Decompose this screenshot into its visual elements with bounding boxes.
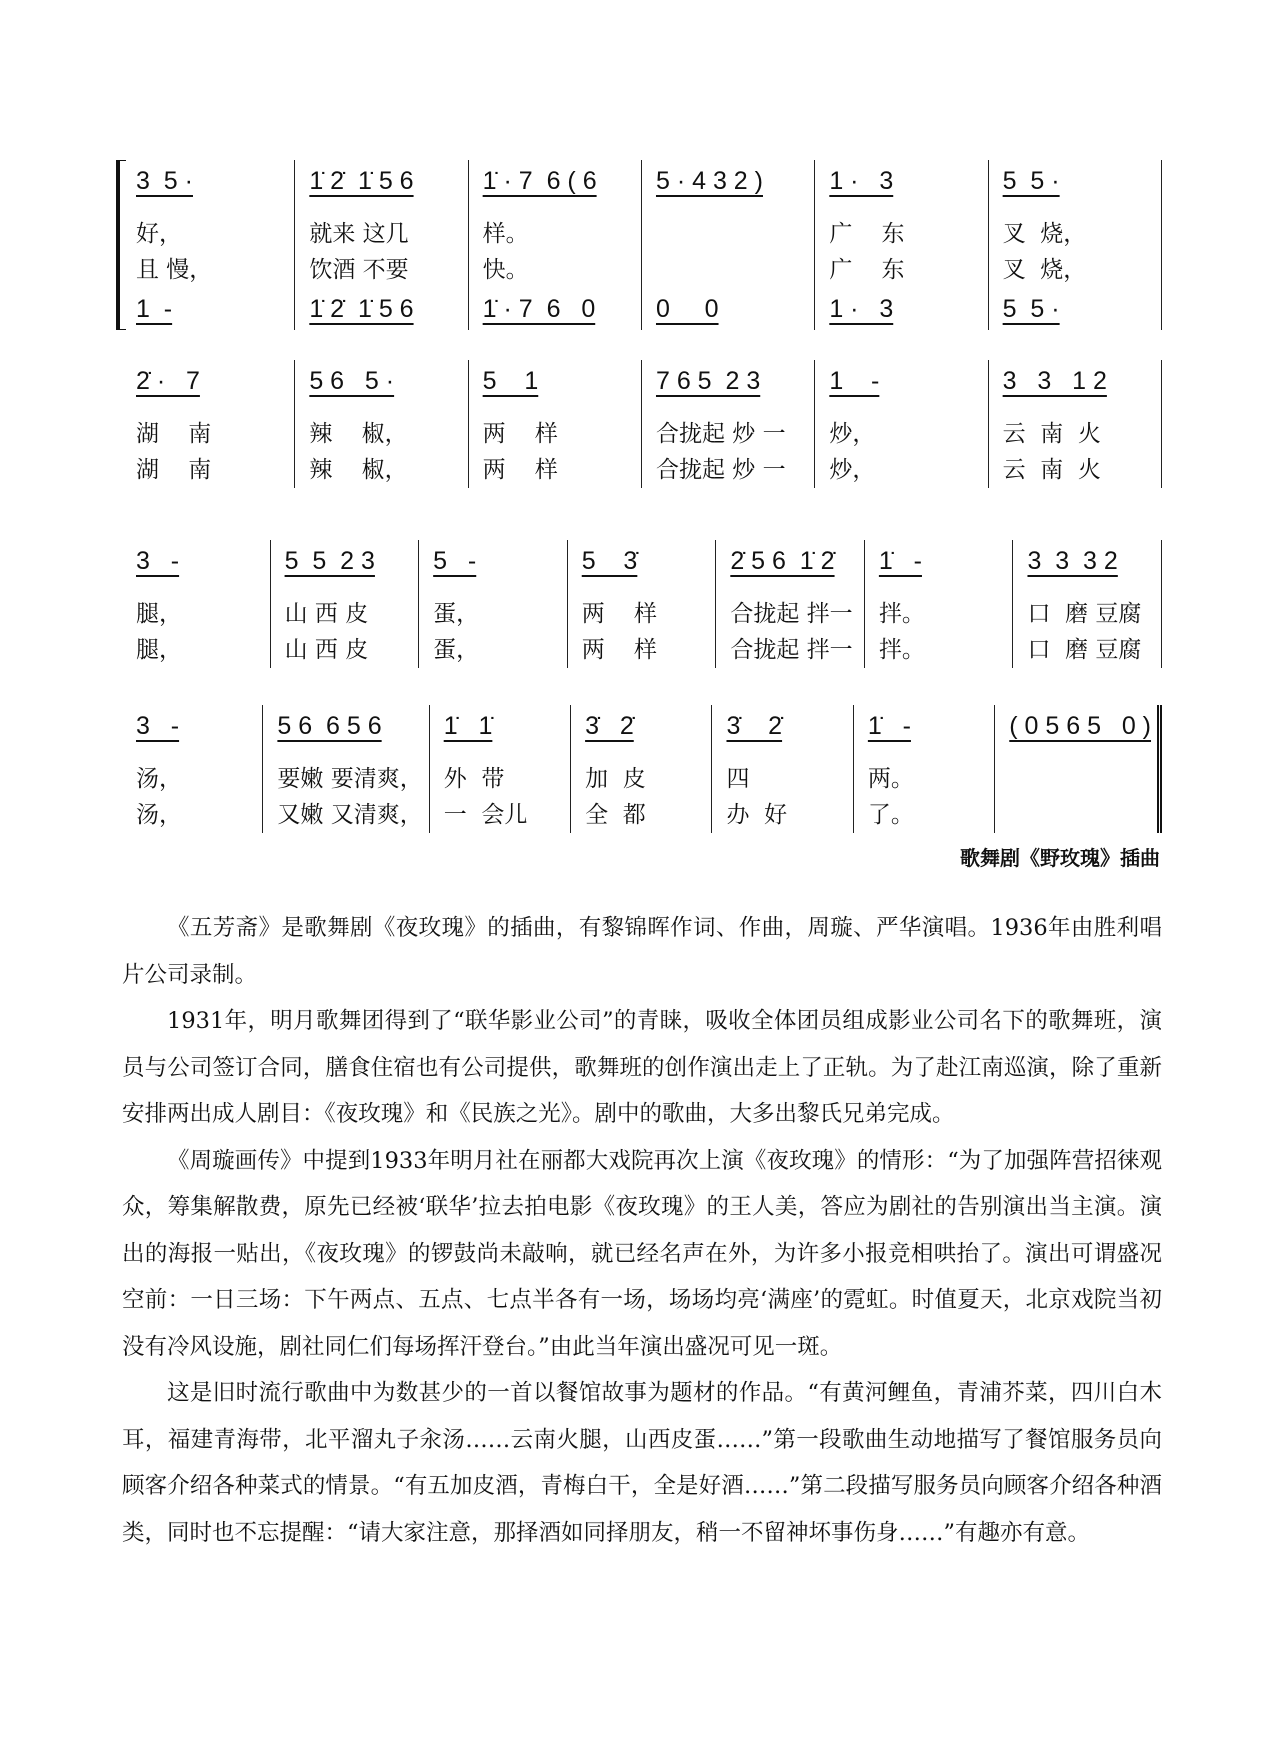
lyrics-line-1: 山 西 皮 [284, 601, 369, 627]
measure [1013, 540, 1162, 668]
lower-voice-notes: 1̇ 2̇ 1̇ 5 6 [309, 295, 414, 323]
lower-voice-notes: 1̇ · 7 6 0 [482, 295, 596, 323]
lyrics-line-1: 炒， [829, 421, 876, 447]
lyrics-line-2: 辣 椒， [309, 457, 408, 483]
lyrics-line-1: 加 皮 [585, 766, 646, 792]
lyrics-line-2: 办 好 [726, 802, 788, 828]
notes: 1 · 3 [829, 167, 894, 195]
measure [989, 360, 1162, 488]
notes: 3 - [136, 712, 180, 740]
lyrics-line-1: 拌。 [878, 601, 925, 627]
lyrics-line-1: 合拢起 拌一 [730, 601, 853, 627]
measure [122, 540, 271, 668]
notes: 5 5 · [1002, 167, 1060, 195]
measure [815, 360, 988, 488]
paragraph: 《周璇画传》中提到1933年明月社在丽都大戏院再次上演《夜玫瑰》的情形：“为了加强阵营招徕观众，筹集解散费，原先已经被‘联华’拉去拍电影《夜玫瑰》的王人美，答应为剧社的告别演出当主演。演出的海报一贴出，《夜玫瑰》的锣鼓尚未敲响，就已经名声在外，为许多小报竞相哄抬了。演出可谓盛况空前：一日三场：下午两点、五点、七点半各有一场，场场均亮‘满座’的霓虹。时值夏天，北京戏院当初没有冷风设施，剧社同仁们每场挥汗登台。”由此当年演出盛况可见一斑。 [122, 1147, 1162, 1360]
score-system [122, 160, 1162, 330]
lyrics-line-1: 两。 [867, 766, 914, 792]
lyrics-line-1: 湖 南 [136, 421, 212, 447]
lyrics-line-2: 又嫩 又清爽， [277, 802, 423, 828]
measure [430, 705, 571, 833]
notes: 5 6 6 5 6 [277, 712, 382, 740]
lyrics-line-2 [1009, 797, 1151, 833]
notes: 5 · 4 3 2 ) [655, 167, 763, 195]
measure [716, 540, 865, 668]
lyrics-line-2: 口 磨 豆腐 [1027, 637, 1142, 663]
notes: 3 3 1 2 [1002, 367, 1107, 395]
notes: ( 0 5 6 5 0 ) [1009, 712, 1152, 740]
notes: 1 - [829, 367, 880, 395]
notes: 5 1 [482, 367, 539, 395]
lyrics-line-1: 口 磨 豆腐 [1027, 601, 1142, 627]
lyrics-line-1: 腿， [136, 601, 182, 627]
lyrics-line-2: 炒， [829, 457, 876, 483]
measure [712, 705, 853, 833]
measure [854, 705, 995, 833]
score-system [122, 540, 1162, 668]
lyrics-line-1: 外 带 [443, 766, 505, 792]
notes: 2̇ · 7 [136, 367, 200, 395]
lyrics-line-2 [656, 252, 808, 288]
measure [642, 160, 815, 330]
measure [642, 360, 815, 488]
notes: 5 6 5 · [309, 367, 395, 395]
lyrics-line-2: 广 东 [829, 257, 905, 283]
measure [469, 360, 642, 488]
paragraph: 1931年，明月歌舞团得到了“联华影业公司”的青睐，吸收全体团员组成影业公司名下的歌舞班，演员与公司签订合同，膳食住宿也有公司提供，歌舞班的创作演出走上了正轨。为了赴江南巡演，除了重新安排两出成人剧目：《夜玫瑰》和《民族之光》。剧中的歌曲，大多出黎氏兄弟完成。 [122, 1008, 1162, 1127]
score-system [122, 360, 1162, 488]
lyrics-line-1: 叉 烧， [1002, 221, 1087, 247]
notes: 5 - [433, 547, 477, 575]
lyrics-line-1: 两 样 [581, 601, 657, 627]
notes: 2̇ 5 6 1̇ 2̇ [730, 547, 835, 575]
lyrics-line-2: 合拢起 炒 一 [655, 457, 786, 483]
notes: 1̇ - [878, 547, 922, 575]
lyrics-line-2: 且 慢， [136, 257, 213, 283]
lyrics-line-2: 一 会儿 [443, 802, 528, 828]
measure [263, 705, 429, 833]
lyrics-line-1: 蛋， [433, 601, 480, 627]
notes: 3 5 · [136, 167, 193, 195]
measure [568, 540, 717, 668]
lyrics-line-1 [656, 216, 808, 252]
notes: 1̇ · 7 6 ( 6 [482, 167, 597, 195]
notes: 3̇ 2̇ [585, 712, 634, 740]
lower-voice-notes: 1 - [136, 295, 173, 323]
lyrics-line-2: 腿， [136, 637, 182, 663]
lyrics-line-1: 合拢起 炒 一 [655, 421, 786, 447]
measure [989, 160, 1162, 330]
notes: 3̇ 2̇ [726, 712, 783, 740]
lyrics-line-2: 拌。 [878, 637, 925, 663]
lyrics-line-2: 山 西 皮 [284, 637, 369, 663]
lyrics-line-2: 全 都 [585, 802, 646, 828]
lower-voice-notes: 0 0 [655, 295, 719, 323]
measure [122, 360, 295, 488]
staff-bracket [116, 160, 126, 330]
lyrics-line-2: 湖 南 [136, 457, 212, 483]
notes: 1̇ 1̇ [443, 712, 493, 740]
lyrics-line-2: 汤， [136, 802, 182, 828]
lower-voice-notes: 5 5 · [1002, 295, 1060, 323]
lyrics-line-1: 辣 椒， [309, 421, 408, 447]
lyrics-line-1: 汤， [136, 766, 182, 792]
lyrics-line-2: 合拢起 拌一 [730, 637, 853, 663]
lyrics-line-1: 两 样 [482, 421, 558, 447]
lyrics-line-1: 样。 [482, 221, 529, 247]
lyrics-line-1: 广 东 [829, 221, 905, 247]
notes: 1̇ 2̇ 1̇ 5 6 [309, 167, 414, 195]
lyrics-line-2: 叉 烧， [1002, 257, 1087, 283]
paragraph: 《五芳斋》是歌舞剧《夜玫瑰》的插曲，有黎锦晖作词、作曲，周璇、严华演唱。1936年由胜利唱片公司录制。 [122, 915, 1162, 988]
measure [122, 160, 295, 330]
lyrics-line-2: 云 南 火 [1002, 457, 1101, 483]
lyrics-line-2: 饮酒 不要 [309, 257, 409, 283]
lyrics-line-1: 云 南 火 [1002, 421, 1101, 447]
measure [865, 540, 1014, 668]
measure [122, 705, 263, 833]
notes: 5 5 2 3 [284, 547, 375, 575]
measure [571, 705, 712, 833]
notes: 5 3̇ [581, 547, 638, 575]
lyrics-line-1: 要嫩 要清爽， [277, 766, 423, 792]
lyrics-line-1: 就来 这几 [309, 221, 409, 247]
paragraph: 这是旧时流行歌曲中为数甚少的一首以餐馆故事为题材的作品。“有黄河鲤鱼，青浦芥菜，四川白木耳，福建青海带，北平溜丸子汆汤……云南火腿，山西皮蛋……”第一段歌曲生动地描写了餐馆服务员向顾客介绍各种菜式的情景。“有五加皮酒，青梅白干，全是好酒……”第二段描写服务员向顾客介绍各种酒类，同时也不忘提醒：“请大家注意，那择酒如同择朋友，稍一不留神坏事伤身……”有趣亦有意。 [122, 1380, 1162, 1546]
lyrics-line-2: 了。 [867, 802, 914, 828]
score-caption: 歌舞剧《野玫瑰》插曲 [960, 846, 1160, 870]
lyrics-line-1 [1009, 761, 1151, 797]
notes: 7 6 5 2 3 [655, 367, 761, 395]
lyrics-line-2: 两 样 [482, 457, 558, 483]
notes: 3 3 3 2 [1027, 547, 1118, 575]
notes: 1̇ - [867, 712, 911, 740]
measure [995, 705, 1162, 833]
lower-voice-notes: 1 · 3 [829, 295, 894, 323]
notes: 3 - [136, 547, 180, 575]
score-system [122, 705, 1162, 833]
measure [815, 160, 988, 330]
measure [419, 540, 568, 668]
measure [295, 360, 468, 488]
measure [271, 540, 420, 668]
lyrics-line-1: 四 [726, 766, 750, 792]
lyrics-line-2: 快。 [482, 257, 529, 283]
lyrics-line-2: 蛋， [433, 637, 480, 663]
measure [295, 160, 468, 330]
lyrics-line-2: 两 样 [581, 637, 657, 663]
lyrics-line-1: 好， [136, 221, 182, 247]
article-text [122, 905, 1162, 1556]
measure [469, 160, 642, 330]
